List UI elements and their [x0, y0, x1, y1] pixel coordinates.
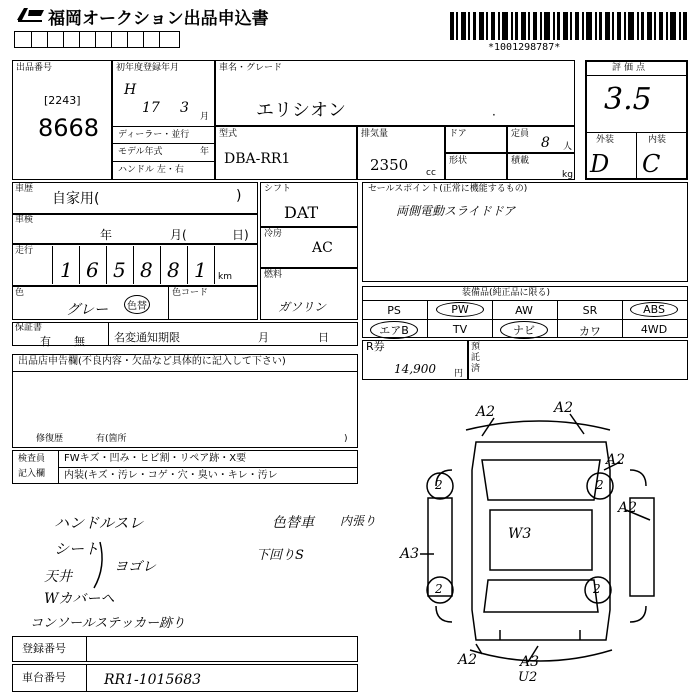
capacity-unit: 人 [563, 142, 573, 152]
note-seat: シート [54, 540, 100, 558]
recycle-label: R券 [366, 340, 385, 353]
mark-right-front: A2 [606, 452, 626, 468]
mark-tire-rr: 2 [593, 582, 601, 596]
warranty-yes: 有 [40, 335, 51, 348]
inspection-year: 年 [100, 228, 113, 242]
mark-left-side: A3 [400, 546, 420, 562]
mileage-digit-5: 8 [167, 258, 180, 282]
exterior-grade: D [590, 150, 610, 178]
barcode [450, 10, 688, 40]
equip-abs: ABS [630, 302, 678, 317]
equip-airbag: エアB [370, 321, 418, 339]
ac-label: 冷房 [264, 229, 283, 239]
chassis-value: RR1-1015683 [104, 672, 202, 688]
equip-tv: TV [452, 323, 468, 336]
inspection-box [12, 214, 258, 244]
fuel-value: ガソリン [278, 300, 327, 314]
name-change-day: 日 [318, 331, 329, 344]
mileage-digit-2: 6 [86, 258, 99, 282]
lot-number: 8668 [38, 114, 100, 142]
remarks-label: 出品店申告欄(不良内容・欠品など具体的に記入して下さい) [18, 356, 286, 367]
note-repainted: 色替車 [272, 515, 314, 531]
lot-label: 出品番号 [16, 63, 53, 73]
mileage-label: 走行 [15, 246, 34, 256]
equip-sr: SR [582, 304, 598, 317]
mileage-digit-3: 5 [113, 258, 126, 282]
equip-ps: PS [387, 304, 401, 317]
mark-right-side: A2 [618, 500, 638, 516]
mark-tire-fl: 2 [435, 478, 443, 492]
note-handle: ハンドルスレ [54, 514, 144, 532]
warranty-label: 保証書 [15, 323, 43, 333]
car-name-value: エリシオン [256, 100, 346, 121]
capacity-label: 定員 [511, 129, 530, 139]
equip-4wd: 4WD [640, 323, 668, 336]
repair-close: ) [344, 434, 348, 444]
usage-value: 自家用( [52, 191, 100, 207]
model-value: DBA-RR1 [224, 151, 291, 167]
ac-value: AC [312, 240, 333, 256]
note-wcover: Wカバーヘ [44, 591, 115, 607]
mileage-unit: km [218, 272, 232, 282]
first-reg-year: 17 [142, 100, 160, 116]
mark-rear-center: A3 [520, 654, 540, 670]
color-label: 色 [15, 288, 25, 298]
barcode-number: *1001298787* [488, 42, 561, 53]
checker-row-1: FWキズ・凹み・ヒビ割・リペア跡・X要 [64, 453, 247, 464]
inspection-label: 車検 [15, 215, 34, 225]
repair-label: 修復歴 [36, 434, 64, 444]
door-label: ドア [449, 129, 467, 139]
mileage-digit-6: 1 [194, 258, 207, 282]
deposit-label: 預託済 [471, 342, 481, 374]
equip-pw: PW [436, 302, 484, 317]
mark-rear-left: A2 [458, 652, 478, 668]
warranty-no: 無 [74, 335, 85, 348]
checker-row-2: 内装(キズ・汚レ・コゲ・穴・臭い・キレ・汚レ [64, 470, 278, 481]
displacement-value: 2350 [370, 156, 409, 174]
note-lining: 内張り [340, 514, 377, 528]
interior-grade: C [642, 150, 661, 178]
exterior-label: 外装 [596, 135, 615, 145]
mark-front-right: A2 [554, 400, 574, 416]
first-reg-month: 3 [180, 100, 189, 116]
model-year-unit: 年 [200, 147, 210, 157]
load-unit: kg [562, 170, 573, 180]
note-console: コンソールステッカー跡り [30, 616, 186, 631]
note-bracket-line [90, 540, 110, 590]
recycle-unit: 円 [454, 369, 464, 379]
mileage-digit-4: 8 [140, 258, 153, 282]
deposit-box [468, 340, 688, 380]
displacement-label: 排気量 [361, 129, 389, 139]
usage-close: ) [236, 188, 242, 204]
sales-point-box [362, 182, 688, 282]
displacement-unit: cc [426, 168, 436, 178]
note-dirty: ヨゴレ [114, 559, 156, 575]
rating-label: 評価点 [612, 63, 649, 73]
equip-navi: ナビ [500, 321, 548, 339]
sales-point-value: 両側電動スライドドア [396, 204, 516, 218]
barcode-icon [450, 10, 688, 40]
registration-label: 登録番号 [22, 642, 66, 655]
mark-roof: W3 [508, 526, 532, 542]
fuel-label: 燃料 [264, 270, 283, 280]
car-name-label: 車名・グレード [219, 63, 283, 73]
repair-value: 有(箇所 [96, 434, 127, 444]
mileage-digit-1: 1 [60, 258, 73, 282]
shape-label: 形状 [449, 156, 468, 166]
checker-label-2: 記入欄 [18, 469, 46, 479]
logo [14, 4, 48, 24]
color-paint: 色替 [124, 295, 150, 314]
shift-label: シフト [264, 184, 292, 194]
recycle-value: 14,900 [394, 362, 436, 376]
mark-tire-fr: 2 [596, 478, 604, 492]
shift-value: DAT [284, 203, 319, 222]
warranty-box [12, 322, 358, 346]
dealer-label: ディーラー・並行 [118, 130, 190, 140]
load-label: 積載 [511, 156, 530, 166]
checker-label-1: 検査員 [18, 454, 46, 464]
equip-leather: カワ [579, 325, 601, 338]
usage-box [12, 182, 258, 214]
lot-sub-number: [2243] [44, 94, 81, 107]
car-diagram [400, 400, 695, 695]
equip-aw: AW [515, 304, 533, 317]
mileage-digit-grid [52, 246, 214, 284]
model-year-label: モデル年式 [118, 147, 163, 157]
first-reg-era: H [124, 82, 137, 98]
model-label: 型式 [219, 129, 238, 139]
color-value: グレー [66, 302, 108, 318]
equipment-label: 装備品(純正品に限る) [462, 288, 551, 298]
mark-rear-center-2: U2 [518, 670, 538, 685]
first-reg-month-unit: 月 [200, 112, 210, 122]
rating-score: 3.5 [604, 82, 652, 117]
capacity-value: 8 [541, 135, 550, 151]
interior-label: 内装 [648, 135, 667, 145]
sales-point-label: セールスポイント(正常に機能するもの) [368, 184, 528, 194]
handle-label: ハンドル 左・右 [118, 165, 184, 175]
form-title: 福岡オークション出品申込書 [48, 9, 269, 29]
title-checkbox-row [14, 31, 180, 48]
usage-label: 車歴 [15, 184, 34, 194]
mark-tire-rl: 2 [435, 582, 443, 596]
chassis-label: 車台番号 [22, 671, 66, 684]
inspection-month: 月( [170, 228, 187, 242]
name-change-month: 月 [258, 331, 269, 344]
note-ceiling: 天井 [44, 569, 72, 585]
first-reg-label: 初年度登録年月 [116, 63, 180, 73]
inspection-day: 日) [232, 228, 249, 242]
ju-logo-icon [14, 4, 48, 24]
remarks-box [12, 354, 358, 448]
name-change-label: 名変通知期限 [114, 331, 180, 344]
color-code-label: 色コード [172, 288, 209, 298]
mark-front-left: A2 [476, 404, 496, 420]
note-underbody: 下回りS [256, 548, 304, 563]
